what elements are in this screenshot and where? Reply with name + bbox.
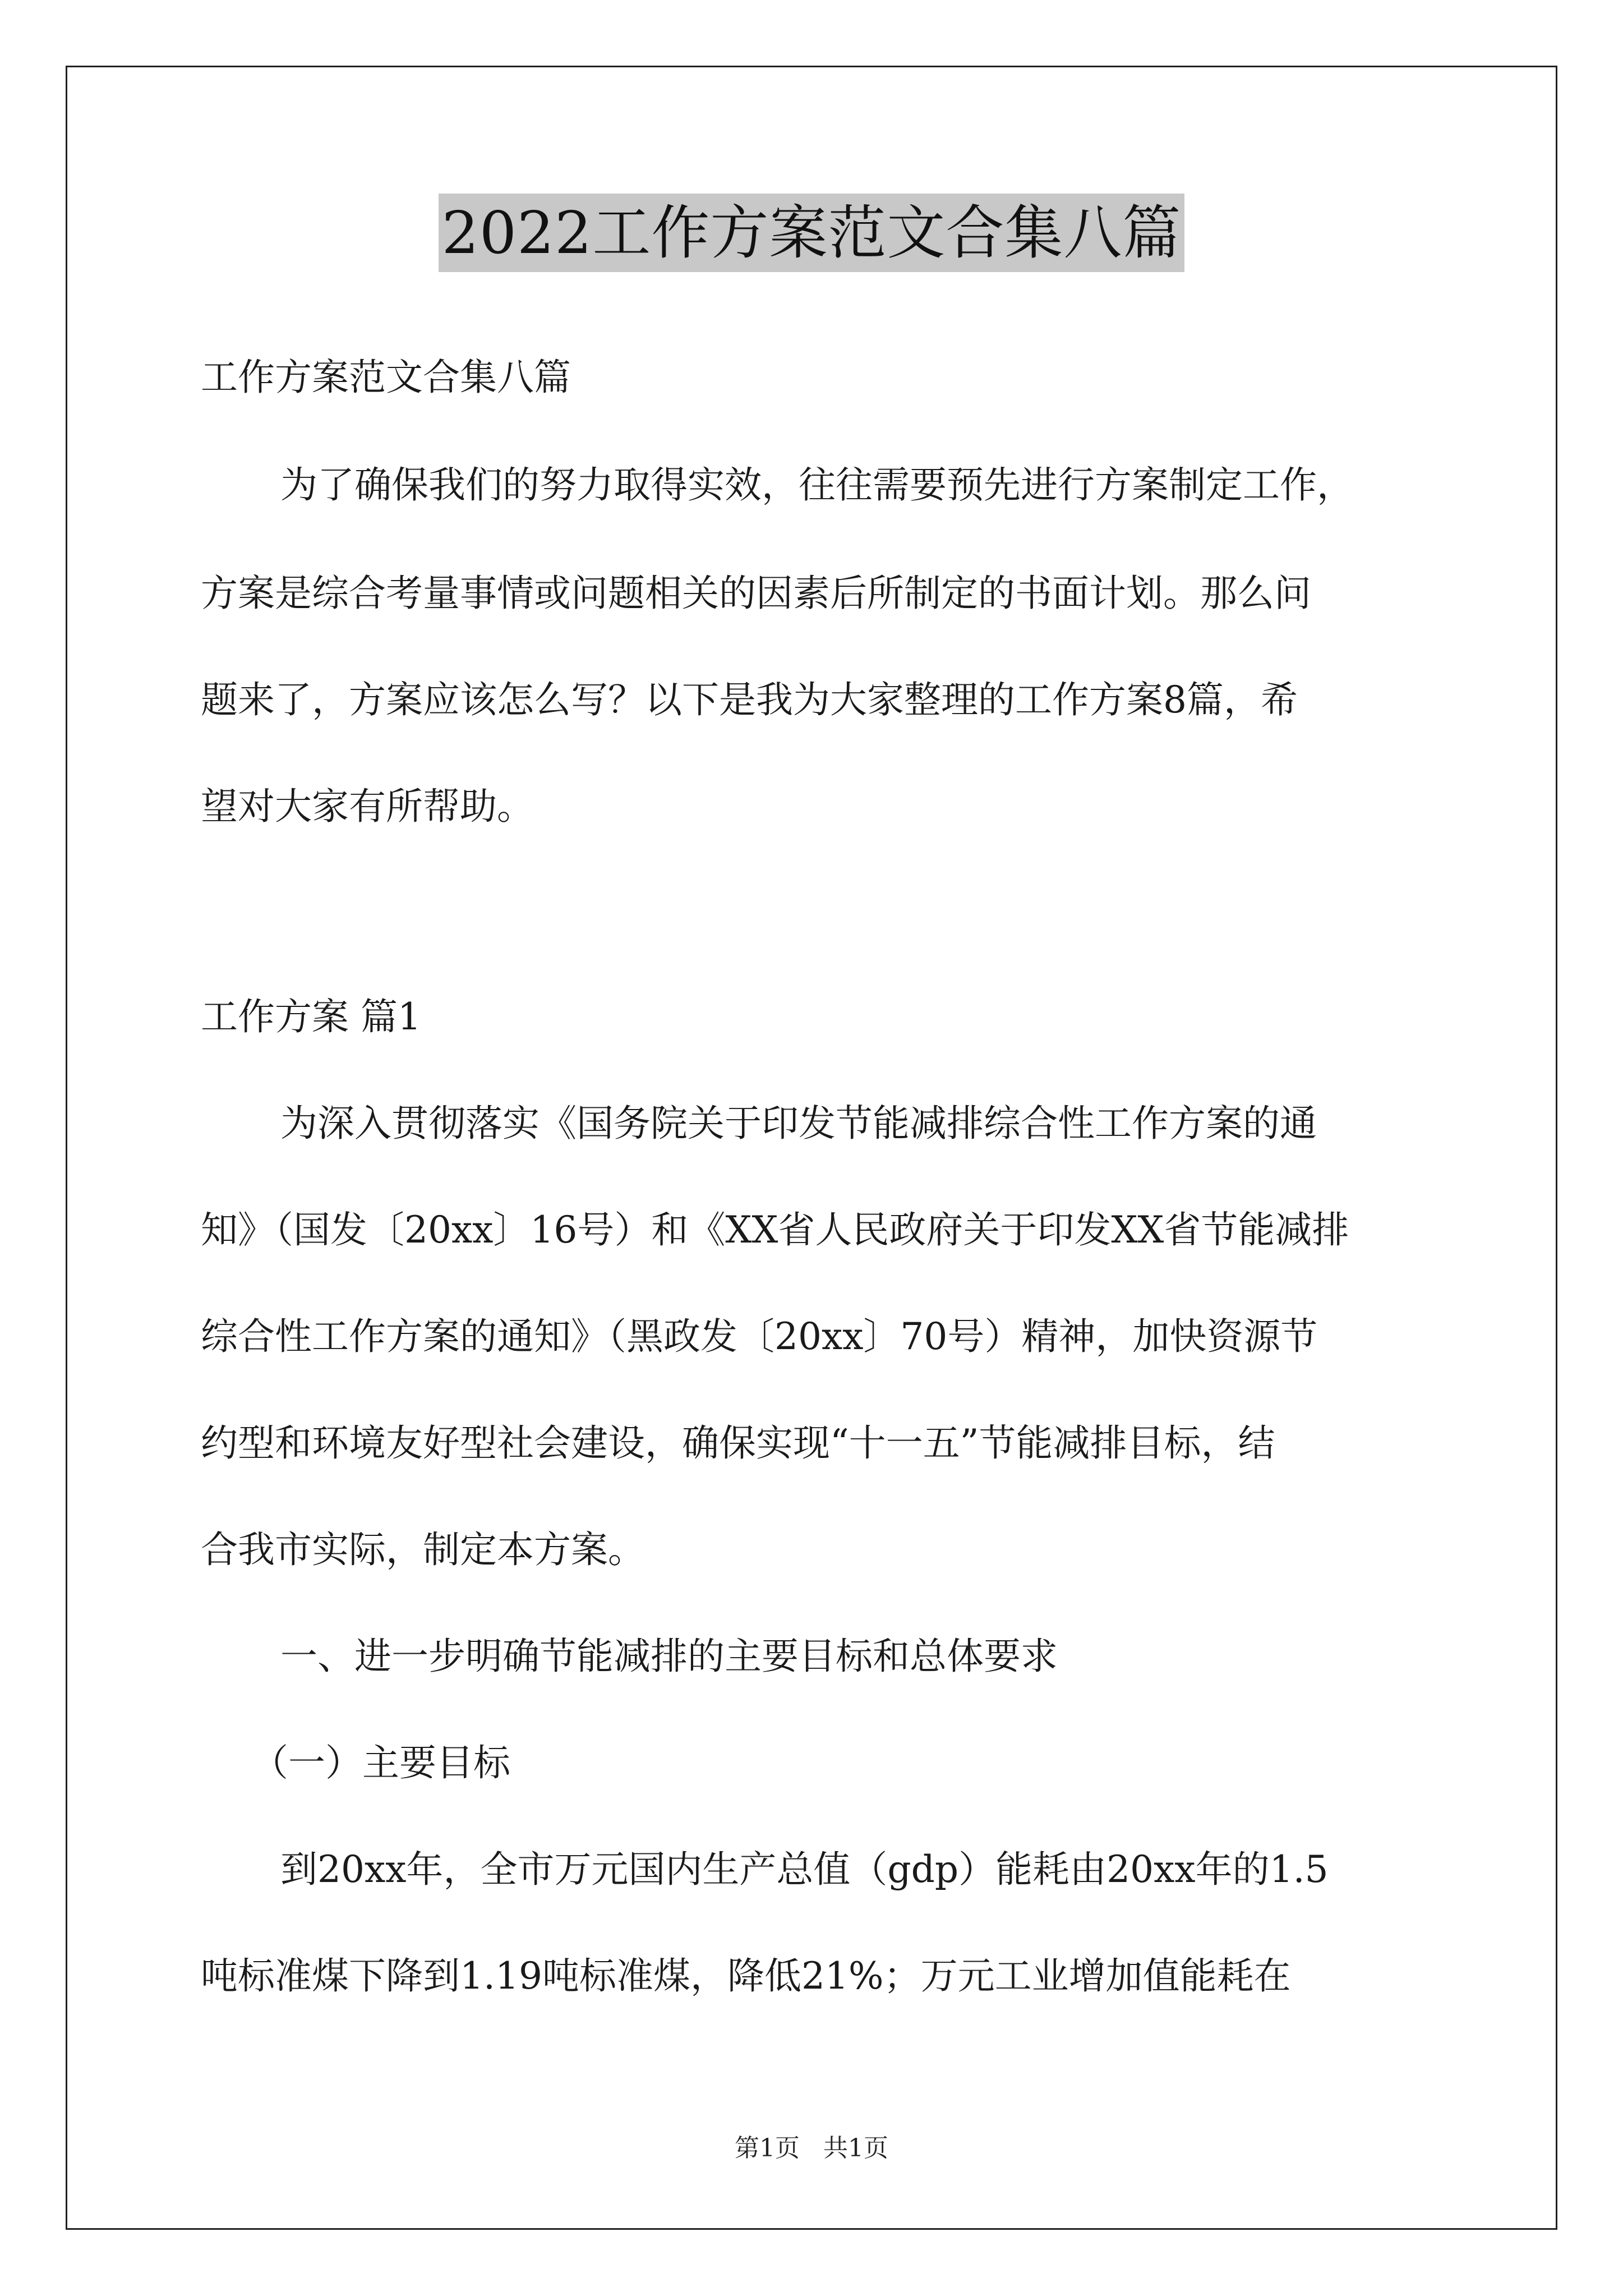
page-total: 共1页 [823,2134,888,2162]
page-number: 第1页 [735,2134,800,2162]
intro-line-4: 望对大家有所帮助。 [201,785,534,828]
body-line-2: 吨标准煤下降到1.19吨标准煤，降低21%；万元工业增加值能耗在 [201,1954,1291,1998]
intro-line-3: 题来了，方案应该怎么写？以下是我为大家整理的工作方案8篇，希 [201,678,1298,721]
section-line-5: 合我市实际，制定本方案。 [201,1528,645,1571]
section-heading: 工作方案 篇1 [201,995,421,1038]
document-subtitle: 工作方案范文合集八篇 [201,356,571,399]
section-line-4: 约型和环境友好型社会建设，确保实现“十一五”节能减排目标，结 [201,1421,1275,1465]
document-title: 2022工作方案范文合集八篇 [439,194,1185,272]
heading-1: 一、进一步明确节能减排的主要目标和总体要求 [280,1635,1058,1678]
title-container [0,194,1623,272]
page-footer [0,2132,1623,2165]
intro-line-2: 方案是综合考量事情或问题相关的因素后所制定的书面计划。那么问 [201,572,1311,615]
intro-line-1: 为了确保我们的努力取得实效，往往需要预先进行方案制定工作， [280,463,1354,507]
body-line-1: 到20xx年，全市万元国内生产总值（gdp）能耗由20xx年的1.5 [280,1848,1329,1891]
section-line-3: 综合性工作方案的通知》（黑政发〔20xx〕70号）精神，加快资源节 [201,1315,1318,1358]
section-line-2: 知》（国发〔20xx〕16号）和《XX省人民政府关于印发XX省节能减排 [201,1208,1349,1251]
heading-1-1: （一）主要目标 [251,1741,510,1784]
section-line-1: 为深入贯彻落实《国务院关于印发节能减排综合性工作方案的通 [280,1102,1317,1145]
